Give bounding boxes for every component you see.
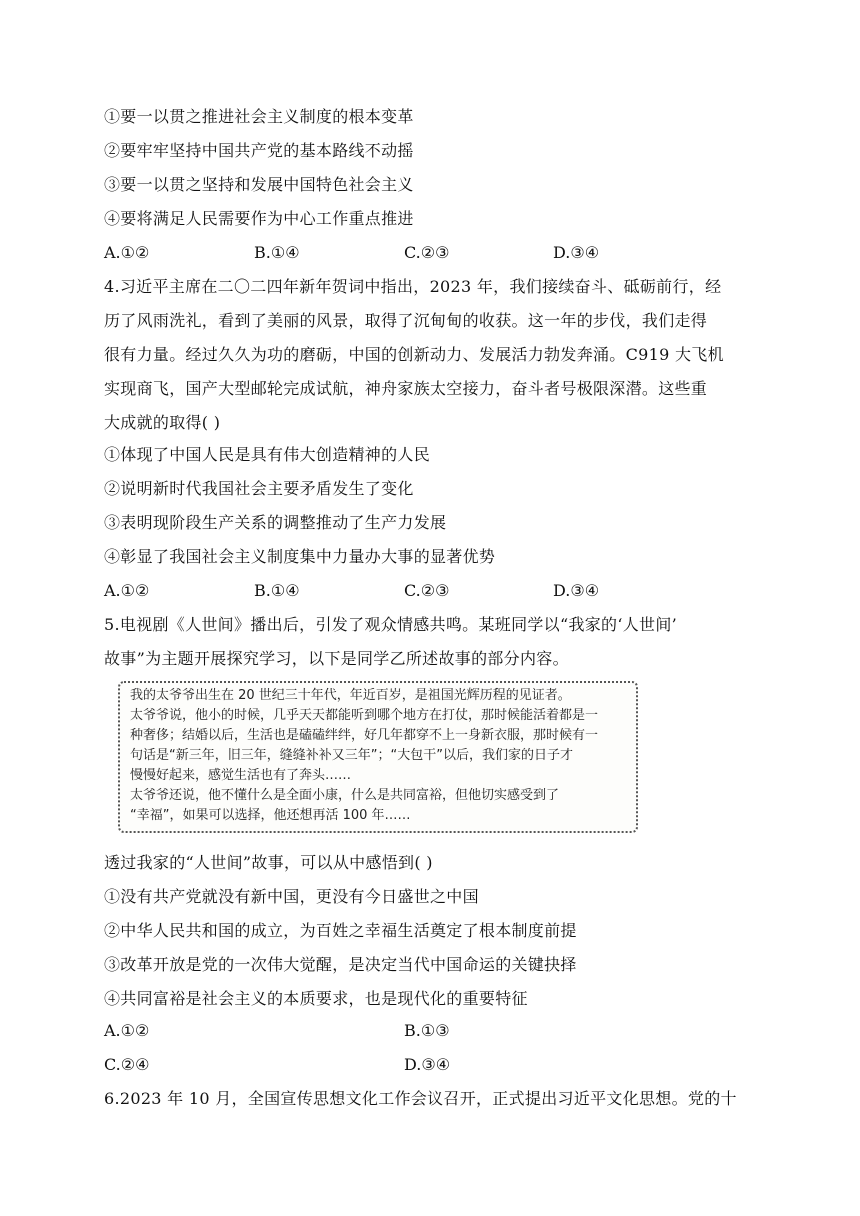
q4-stem-line-3: 很有力量。经过久久为功的磨砺，中国的创新动力、发展活力勃发奔涌。C919 大飞机 <box>104 345 724 364</box>
q4-stem-line-5: 大成就的取得( ) <box>104 413 221 432</box>
q3-option-c: C.②③ <box>404 243 450 262</box>
q3-item-4: ④要将满足人民需要作为中心工作重点推进 <box>104 209 414 228</box>
q5-option-d: D.③④ <box>404 1055 451 1074</box>
q5-option-b: B.①③ <box>404 1021 450 1040</box>
q4-item-4: ④彰显了我国社会主义制度集中力量办大事的显著优势 <box>104 547 496 566</box>
story-box <box>118 681 638 833</box>
q3-option-d: D.③④ <box>553 243 600 262</box>
q4-item-2: ②说明新时代我国社会主要矛盾发生了变化 <box>104 479 414 498</box>
q4-stem-line-4: 实现商飞，国产大型邮轮完成试航，神舟家族太空接力，奋斗者号极限深潜。这些重 <box>104 379 708 398</box>
q5-option-a: A.①② <box>104 1021 150 1040</box>
q3-item-1: ①要一以贯之推进社会主义制度的根本变革 <box>104 107 414 126</box>
q4-option-b: B.①④ <box>254 581 300 600</box>
story-line-2: 太爷爷说，他小的时候，几乎天天都能听到哪个地方在打仗，那时候能活着都是一 <box>130 708 599 723</box>
q4-item-3: ③表明现阶段生产关系的调整推动了生产力发展 <box>104 513 447 532</box>
q5-item-2: ②中华人民共和国的成立，为百姓之幸福生活奠定了根本制度前提 <box>104 921 577 940</box>
story-line-3: 种奢侈；结婚以后，生活也是磕磕绊绊，好几年都穿不上一身新衣服，那时候有一 <box>130 728 599 743</box>
q4-stem-line-1: 4.习近平主席在二〇二四年新年贺词中指出，2023 年，我们接续奋斗、砥砺前行，经 <box>104 277 722 296</box>
q3-option-a: A.①② <box>104 243 150 262</box>
story-line-7: “幸福”，如果可以选择，他还想再活 100 年…… <box>130 808 411 823</box>
q4-option-a: A.①② <box>104 581 150 600</box>
story-line-5: 慢慢好起来，感觉生活也有了奔头…… <box>130 768 352 783</box>
q4-item-1: ①体现了中国人民是具有伟大创造精神的人民 <box>104 445 431 464</box>
story-line-4: 句话是“新三年，旧三年，缝缝补补又三年”；“大包干”以后，我们家的日子才 <box>130 748 573 763</box>
q5-question: 透过我家的“人世间”故事，可以从中感悟到( ) <box>104 853 433 872</box>
q5-item-1: ①没有共产党就没有新中国，更没有今日盛世之中国 <box>104 887 479 906</box>
q4-option-d: D.③④ <box>553 581 600 600</box>
q4-stem-line-2: 历了风雨洗礼，看到了美丽的风景，取得了沉甸甸的收获。这一年的步伐，我们走得 <box>104 311 708 330</box>
q4-option-c: C.②③ <box>404 581 450 600</box>
story-line-6: 太爷爷还说，他不懂什么是全面小康，什么是共同富裕，但他切实感受到了 <box>130 788 560 803</box>
q5-item-4: ④共同富裕是社会主义的本质要求，也是现代化的重要特征 <box>104 989 528 1008</box>
q3-item-2: ②要牢牢坚持中国共产党的基本路线不动摇 <box>104 141 414 160</box>
q3-item-3: ③要一以贯之坚持和发展中国特色社会主义 <box>104 175 414 194</box>
q5-stem-line-2: 故事”为主题开展探究学习，以下是同学乙所述故事的部分内容。 <box>104 649 569 668</box>
q5-option-c: C.②④ <box>104 1055 150 1074</box>
story-line-1: 我的太爷爷出生在 20 世纪三十年代，年近百岁，是祖国光辉历程的见证者。 <box>130 688 571 703</box>
q5-item-3: ③改革开放是党的一次伟大觉醒，是决定当代中国命运的关键抉择 <box>104 955 577 974</box>
q3-option-b: B.①④ <box>254 243 300 262</box>
q5-stem-line-1: 5.电视剧《人世间》播出后，引发了观众情感共鸣。某班同学以“我家的‘人世间’ <box>104 615 678 634</box>
q6-stem-line-1: 6.2023 年 10 月，全国宣传思想文化工作会议召开，正式提出习近平文化思想。党的十 <box>104 1089 737 1108</box>
